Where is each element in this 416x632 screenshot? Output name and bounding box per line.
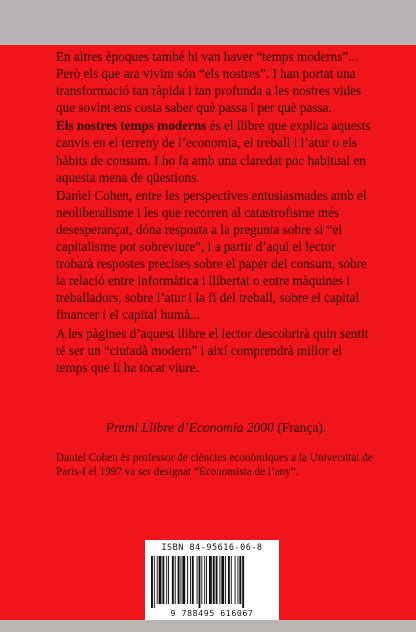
barcode-bar	[228, 556, 230, 604]
barcode-bar	[242, 556, 244, 608]
barcode-bar	[206, 556, 207, 604]
paragraph-1: En altres èpoques també hi van haver “temps moderns”... Però els que ara vivim són “els nostres”. I han portat una transformació tan ràpida i tan profunda a les nostres vides que sovint ens costa saber què passa i per què passa.	[56, 49, 362, 116]
barcode-bar	[168, 556, 169, 604]
prize-line	[56, 420, 376, 436]
barcode-bars	[151, 556, 273, 608]
barcode-bar	[192, 556, 194, 604]
barcode-bar	[172, 556, 174, 604]
isbn-number: ISBN 84-95616-06-8	[161, 543, 263, 553]
barcode-bar	[213, 556, 215, 604]
author-bio: Daniel Cohen és professor de ciències econòmiques a la Universitat de París-I el 1997 va ser designat “Economista de l’any”.	[56, 452, 373, 478]
blurb-text	[56, 48, 376, 377]
paragraph-2	[56, 117, 376, 185]
barcode-bar	[178, 556, 180, 604]
prize-country: (França).	[277, 420, 327, 435]
barcode-bar	[175, 556, 176, 604]
book-title: Els nostres temps moderns	[56, 118, 207, 134]
barcode-bar	[239, 556, 241, 604]
barcode-bar	[159, 556, 162, 604]
barcode-bar	[237, 556, 238, 604]
paragraph-3: Daniel Cohen, entre les perspectives entusiasmades amb el neoliberalisme i les que recorren al catastrofisme més desesperançat, dóna resposta a la pregunta sobre si “el capitalisme pot sobreviure”, i a partir d’aquí el lector trobarà respostes precises sobre el paper del consum, sobre la relació entre informàtica i llibertat o entre màquines i treballadors, sobre l’atur i la fi del treball, sobre el capital financer i el capital humà...	[56, 187, 367, 323]
barcode-bar	[182, 556, 185, 604]
top-gray-band	[0, 0, 416, 46]
barcode-bar	[199, 556, 201, 608]
prize-name: Premi Llibre d’Economia 2000	[105, 420, 274, 435]
ean-digits: 9 788495 616067	[170, 608, 254, 618]
paragraph-4: A les pàgines d’aquest llibre el lector descobrirà quin sentit té ser un “ciutadà modern” i així comprendrà millor el temps que li ha tocat viure.	[56, 325, 369, 375]
paragraph-2-text: és el llibre que explica aquests canvis en el terreny de l’economia, el treball i l’atur o els hàbits de consum. I ho fa amb una claredat poc habitual en aquesta mena de qüestions.	[56, 118, 371, 185]
barcode-bar	[204, 556, 205, 604]
barcode-bar	[201, 556, 202, 604]
barcode-bar	[235, 556, 236, 604]
barcode-label	[145, 540, 279, 620]
barcode-bar	[166, 556, 167, 604]
barcode-bar	[180, 556, 181, 604]
barcode-bar	[154, 556, 155, 608]
barcode-bar	[190, 556, 191, 604]
barcode-bar	[219, 556, 220, 604]
barcode-bar	[225, 556, 226, 604]
barcode-bar	[187, 556, 188, 604]
barcode-bar	[209, 556, 212, 604]
barcode-bar	[216, 556, 218, 604]
barcode-bar	[151, 556, 153, 608]
barcode-bar	[231, 556, 232, 604]
barcode-bar	[197, 556, 198, 604]
barcode-bar	[157, 556, 158, 604]
bottom-gray-band	[0, 620, 416, 632]
barcode-bar	[162, 556, 164, 604]
barcode-bar	[221, 556, 224, 604]
